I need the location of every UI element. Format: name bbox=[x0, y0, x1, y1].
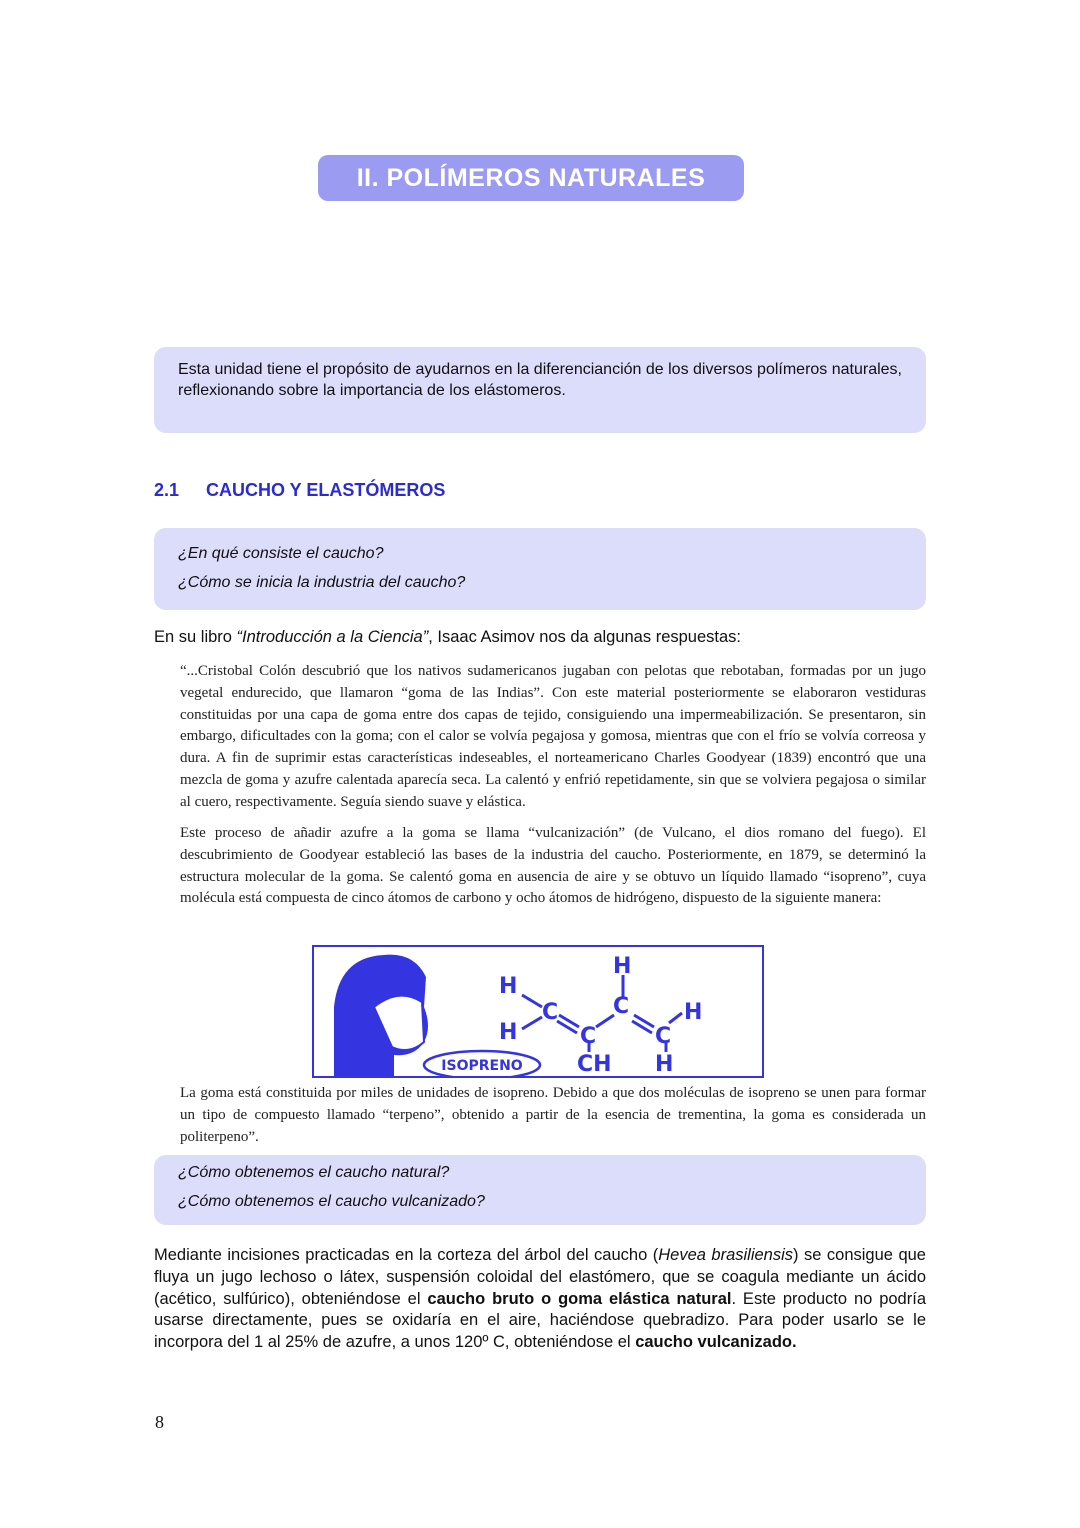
atom-label: C bbox=[655, 1024, 672, 1049]
atom-label: H bbox=[499, 1020, 518, 1045]
quote-paragraph: La goma está constituida por miles de unidades de isopreno. Debido a que dos moléculas de isopreno se unen para formar un tipo de compuesto llamado “terpeno”, obtenido a partir de la esencia de trementina, la goma es considerada un politerpeno”. bbox=[180, 1085, 926, 1145]
questions-box-1 bbox=[154, 528, 926, 610]
atom-label: H bbox=[613, 954, 632, 979]
question: ¿Cómo se inicia la industria del caucho? bbox=[178, 574, 466, 591]
speech-bubble-text: ISOPRENO bbox=[441, 1058, 523, 1074]
section-title: CAUCHO Y ELASTÓMEROS bbox=[206, 480, 446, 500]
isoprene-illustration bbox=[314, 947, 762, 1076]
questions-box-2 bbox=[154, 1155, 926, 1225]
lead-paragraph bbox=[154, 628, 741, 647]
lead-text: En su libro bbox=[154, 628, 237, 646]
quote-paragraph: Este proceso de añadir azufre a la goma se llama “vulcanización” (de Vulcano, el dios romano del fuego). El descubrimiento de Goodyear estableció las bases de la industria del caucho. Posteriormente, en 1879, se determinó la estructura molecular de la goma. Se calentó goma en ausencia de aire y se obtuvo un líquido llamado “isopreno”, cuya molécula está compuesta de cinco átomos de carbono y ocho átomos de hidrógeno, dispuesto de la siguiente manera: bbox=[180, 825, 926, 907]
atom-label: CH bbox=[577, 1052, 612, 1076]
atom-label: H bbox=[684, 1000, 703, 1025]
question: ¿Cómo obtenemos el caucho vulcanizado? bbox=[178, 1193, 485, 1210]
bold-term: caucho bruto o goma elástica natural bbox=[427, 1289, 732, 1308]
species-name: Hevea brasiliensis bbox=[658, 1246, 794, 1264]
intro-box: Esta unidad tiene el propósito de ayudarnos en la diferencianción de los diversos polímeros naturales, reflexionando sobre la importancia de los elástomeros. bbox=[154, 347, 926, 433]
isoprene-figure bbox=[312, 945, 764, 1078]
lead-text: , Isaac Asimov nos da algunas respuestas: bbox=[428, 628, 741, 646]
chapter-title: II. POLÍMEROS NATURALES bbox=[318, 155, 744, 201]
question: ¿Cómo obtenemos el caucho natural? bbox=[178, 1164, 450, 1181]
section-number: 2.1 bbox=[154, 480, 180, 500]
atom-label: C bbox=[580, 1024, 597, 1049]
section-heading bbox=[154, 480, 445, 501]
atom-label: C bbox=[613, 994, 630, 1019]
bold-term: caucho vulcanizado. bbox=[635, 1333, 797, 1352]
page-number: 8 bbox=[155, 1412, 164, 1432]
atom-label: H bbox=[499, 974, 518, 999]
book-title: “Introducción a la Ciencia” bbox=[236, 628, 429, 646]
question: ¿En qué consiste el caucho? bbox=[178, 545, 384, 562]
body-text: Mediante incisiones practicadas en la corteza del árbol del caucho ( bbox=[154, 1246, 659, 1264]
quote-paragraph: “...Cristobal Colón descubrió que los nativos sudamericanos jugaban con pelotas que rebotaban, formadas por un jugo vegetal endurecido, que llamaron “goma de las Indias”. Con este material posteriormente se elaboraron vestiduras constituidas por una capa de goma entre dos capas de tejido, consiguiendo una impermeabilización. Se presentaron, sin embargo, dificultades con la goma; con el calor se volvía pegajosa y gomosa, mientras que con el frío se volvía correosa y dura. A fin de suprimir estas características indeseables, el norteamericano Charles Goodyear (1839) encontró que una mezcla de goma y azufre calentada aparecía seca. La calentó y enfrió repetidamente, sin que se volviera pegajosa o similar al cuero, respectivamente. Seguía siendo suave y elástica. bbox=[180, 663, 926, 810]
body-paragraph bbox=[154, 1245, 926, 1354]
body-text: ) se consigue que fluya un jugo lechoso o látex, suspensión coloidal del elastómero, que se coagula mediante un ácido (acético, sulfúrico), obteniéndose el bbox=[154, 1246, 926, 1308]
atom-label: C bbox=[542, 1000, 559, 1025]
atom-label: H bbox=[655, 1052, 674, 1076]
body-text: . Este producto no podría usarse directamente, pues se oxidaría en el aire, haciéndose quebradizo. Para poder usarlo se le incorpora del 1 al 25% de azufre, a unos 120º C, obteniéndose el bbox=[154, 1289, 926, 1352]
